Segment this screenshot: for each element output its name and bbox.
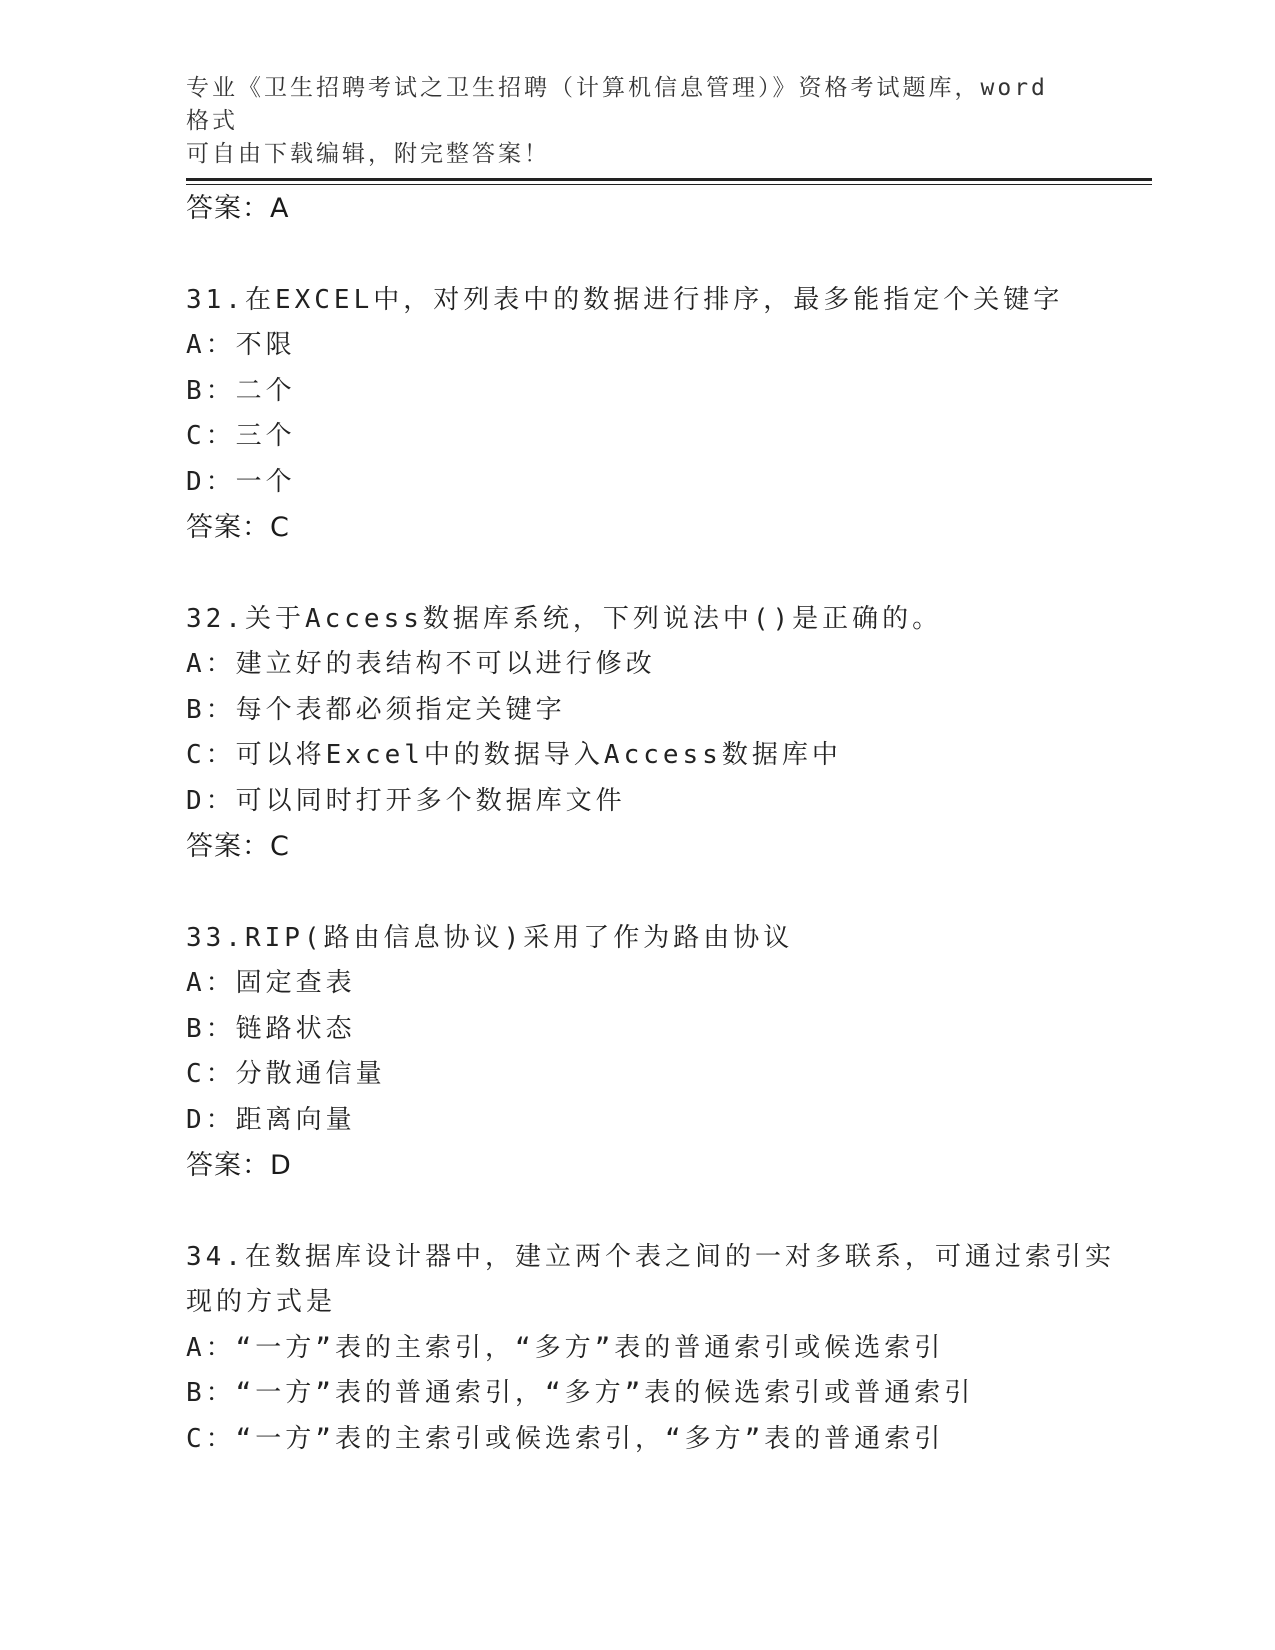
question-text: 33.RIP(路由信息协议)采用了作为路由协议 [186, 922, 794, 953]
question-list [186, 186, 1115, 1462]
option-b: B：链路状态 [186, 1013, 356, 1044]
option-a: A：建立好的表结构不可以进行修改 [186, 649, 656, 679]
option-b: B：每个表都必须指定关键字 [186, 694, 566, 725]
question-text: 31.在EXCEL中，对列表中的数据进行排序，最多能指定个关键字 [186, 284, 1064, 315]
spacer [186, 870, 1086, 916]
page-header [186, 72, 1066, 171]
header-rule-thin [186, 184, 1152, 185]
option-d: D：距离向量 [186, 1104, 356, 1135]
option-c: C：三个 [186, 421, 296, 451]
option-d: D：可以同时打开多个数据库文件 [186, 785, 626, 816]
header-rule-thick [186, 178, 1152, 181]
answer-line: 答案：D [186, 1150, 292, 1181]
question-text-line-2: 现的方式是 [186, 1287, 337, 1317]
question-31 [186, 278, 1086, 551]
spacer [186, 232, 1086, 278]
option-a: A：不限 [186, 330, 296, 360]
option-a: A：固定查表 [186, 968, 356, 998]
answer-line: 答案：C [186, 831, 290, 862]
answer-line: 答案：A [186, 193, 290, 224]
question-32 [186, 597, 1086, 870]
option-c: C：可以将Excel中的数据导入Access数据库中 [186, 740, 842, 770]
answer-line: 答案：C [186, 512, 290, 543]
option-a: A：“一方”表的主索引，“多方”表的普通索引或候选索引 [186, 1332, 945, 1363]
header-line-1: 专业《卫生招聘考试之卫生招聘（计算机信息管理）》资格考试题库，word格式 [186, 75, 1048, 134]
spacer [186, 551, 1086, 597]
spacer [186, 1189, 1086, 1235]
question-33 [186, 916, 1086, 1189]
option-b: B：“一方”表的普通索引，“多方”表的候选索引或普通索引 [186, 1378, 975, 1408]
question-text: 32.关于Access数据库系统，下列说法中()是正确的。 [186, 603, 943, 634]
option-b: B：二个 [186, 375, 296, 406]
question-34 [186, 1235, 1115, 1463]
question-text-line-1: 34.在数据库设计器中，建立两个表之间的一对多联系，可通过索引实 [186, 1241, 1115, 1272]
option-c: C：“一方”表的主索引或候选索引，“多方”表的普通索引 [186, 1423, 945, 1454]
option-d: D：一个 [186, 466, 296, 497]
header-line-2: 可自由下载编辑，附完整答案！ [186, 141, 550, 167]
option-c: C：分散通信量 [186, 1059, 386, 1089]
